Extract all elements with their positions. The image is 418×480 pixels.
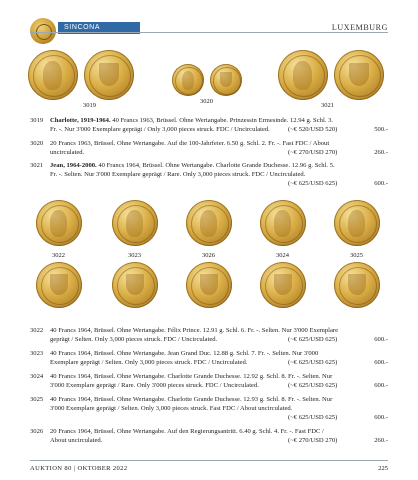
lot-price: 500.- [374, 126, 388, 133]
lot-description: 40 Francs 1964, Brüssel. Ohne Wertangabe. Charlotte Grande Duchesse. 12.92 g. Schl. 8. Fr. -. Selten. Nur [50, 373, 333, 380]
lot-description: 20 Francs 1963, Brüssel. Ohne Wertangabe. Auf die 100-Jahrfeier. 6.50 g. Schl. 2. Fr. -. Fast FDC / About [50, 140, 330, 147]
footer-rule [30, 460, 388, 461]
lot-description: 20 Francs 1964, Brüssel. Ohne Wertangabe. Auf den Regierungsantritt. 6.40 g. Schl. 4. Fr. -. Fast FDC / [50, 428, 324, 435]
lot-estimate: (~€ 625/USD 625) [288, 414, 338, 421]
coin-3023-obverse [112, 200, 158, 246]
coin-label-3024: 3024 [276, 252, 289, 259]
coin-label-3022: 3022 [52, 252, 65, 259]
coin-label-3025: 3025 [350, 252, 363, 259]
lot-price: 600.- [374, 382, 388, 389]
lot-description: About uncirculated. [50, 437, 103, 444]
lot-estimate: (~€ 625/USD 625) [288, 336, 338, 343]
lot-description: Exemplare geprägt / Selten. Only 3,000 pieces struck. FDC / Uncirculated. [50, 359, 248, 366]
lot-description: uncirculated. [50, 149, 85, 156]
page-number: 225 [378, 465, 388, 472]
lot-number: 3023 [30, 350, 44, 357]
lot-description: Jean, 1964-2000. 40 Francs 1964, Brüssel. Ohne Wertangabe. Charlotte Grande Duchesse. 12.96 g. Schl. 5. [50, 162, 335, 169]
lot-number: 3024 [30, 373, 44, 380]
lot-estimate: (~€ 625/USD 625) [288, 359, 338, 366]
lot-description: 3'000 Exemplare geprägt / Selten. Only 3,000 pieces struck. Fast FDC / About uncirculated. [50, 405, 293, 412]
coin-label-3021: 3021 [321, 102, 334, 109]
section-title: LUXEMBURG [331, 23, 388, 32]
lot-price: 600.- [374, 336, 388, 343]
coin-3026-reverse [186, 262, 232, 308]
lot-description: 3'000 Exemplare geprägt / Rare. Only 3'000 pieces struck. FDC / Uncirculated. [50, 382, 259, 389]
lot-number: 3025 [30, 396, 44, 403]
lot-price: 600.- [374, 359, 388, 366]
coin-3022-obverse [36, 200, 82, 246]
lot-estimate: (~€ 625/USD 625) [288, 382, 338, 389]
lot-3026 [30, 427, 388, 447]
lot-description: 40 Francs 1964, Brüssel. Ohne Wertangabe. Félix Prince. 12.91 g. Schl. 6. Fr. -. Selten. Nur 3'000 Exemplare [50, 327, 339, 334]
coin-label-3019: 3019 [83, 102, 96, 109]
coin-3020-obverse [172, 64, 204, 96]
lot-price: 260.- [374, 437, 388, 444]
lot-description: Charlotte, 1919-1964. 40 Francs 1963, Brüssel. Ohne Wertangabe. Prinzessin Ermesinde. 12.94 g. Schl. 3. [50, 117, 334, 124]
lot-number: 3026 [30, 428, 44, 435]
coin-3025-obverse [334, 200, 380, 246]
lot-description: Fr. -. Nur 3'000 Exemplare geprägt / Only 3,000 pieces struck. FDC / Uncirculated. [50, 126, 270, 133]
lot-number: 3021 [30, 162, 44, 169]
lot-3023 [30, 349, 388, 369]
lot-price: 600.- [374, 414, 388, 421]
coin-label-3020: 3020 [200, 98, 213, 105]
lot-description: Fr. -. Selten. Nur 3'000 Exemplare geprägt / Rare. Only 3,000 pieces struck. FDC / Uncirculated. [50, 171, 306, 178]
coin-3021-reverse [334, 50, 384, 100]
lot-3021 [30, 161, 388, 191]
coin-3024-obverse [260, 200, 306, 246]
coin-3019-reverse [84, 50, 134, 100]
coin-3020-reverse [210, 64, 242, 96]
lot-price: 260.- [374, 149, 388, 156]
lot-3020 [30, 139, 388, 159]
coin-3025-reverse [334, 262, 380, 308]
coin-3023-reverse [112, 262, 158, 308]
lot-estimate: (~€ 625/USD 625) [288, 180, 338, 187]
lot-number: 3020 [30, 140, 44, 147]
coin-3024-reverse [260, 262, 306, 308]
lot-estimate: (~€ 270/USD 270) [288, 437, 338, 444]
lot-description: 40 Francs 1964, Brüssel. Ohne Wertangabe. Jean Grand Duc. 12.88 g. Schl. 7. Fr. -. Selten. Nur 3'000 [50, 350, 319, 357]
lot-3024 [30, 372, 388, 392]
coin-3019-obverse [28, 50, 78, 100]
lot-3025 [30, 395, 388, 425]
coin-3026-obverse [186, 200, 232, 246]
coin-3022-reverse [36, 262, 82, 308]
coin-label-3026: 3026 [202, 252, 215, 259]
lot-number: 3022 [30, 327, 44, 334]
lot-price: 600.- [374, 180, 388, 187]
lot-estimate: (~€ 270/USD 270) [288, 149, 338, 156]
lot-3022 [30, 326, 388, 346]
lot-description: 40 Francs 1964, Brüssel. Ohne Wertangabe. Charlotte Grande Duchesse. 12.93 g. Schl. 8. Fr. -. Selten. Nur [50, 396, 333, 403]
coin-label-3023: 3023 [128, 252, 141, 259]
gold-coin-logo-icon [30, 18, 56, 44]
coin-3021-obverse [278, 50, 328, 100]
header-rule [30, 32, 388, 33]
lot-description: geprägt / Selten. Only 3,000 pieces struck. FDC / Uncirculated. [50, 336, 218, 343]
footer-auction: AUKTION 80 | OKTOBER 2022 [30, 465, 128, 472]
brand-name: SINCONA [64, 24, 101, 31]
lot-estimate: (~€ 520/USD 520) [288, 126, 338, 133]
lot-number: 3019 [30, 117, 44, 124]
